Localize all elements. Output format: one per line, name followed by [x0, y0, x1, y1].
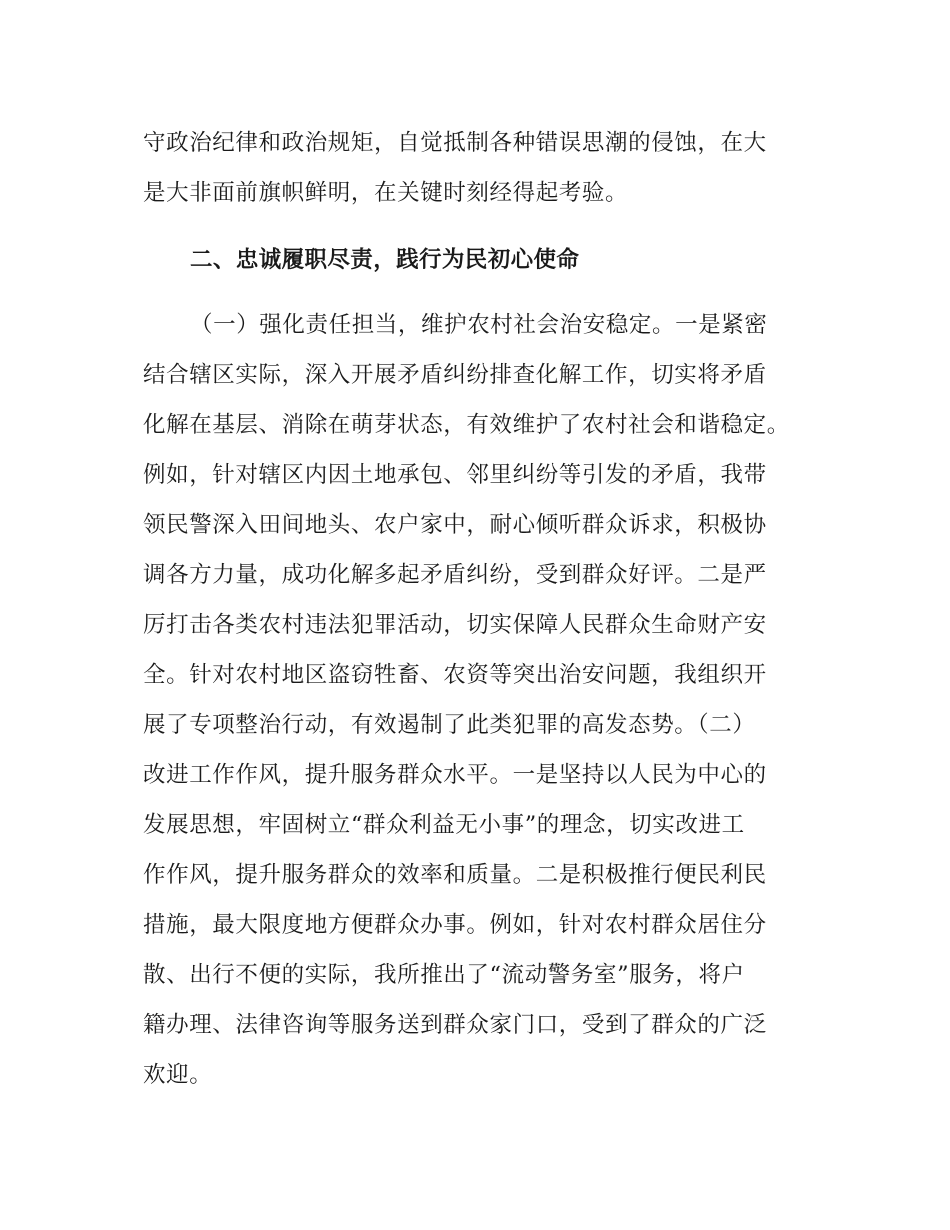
section-heading: 二、忠诚履职尽责，践行为民初心使命	[190, 247, 580, 273]
paragraph-line: 发展思想，牢固树立“群众利益无小事”的理念，切实改进工	[143, 812, 745, 838]
paragraph-line: （一）强化责任担当，维护农村社会治安稳定。一是紧密	[190, 312, 768, 338]
paragraph-line: 籍办理、法律咨询等服务送到群众家门口，受到了群众的广泛	[143, 1012, 767, 1038]
paragraph-line: 是大非面前旗帜鲜明，在关键时刻经得起考验。	[143, 180, 629, 206]
paragraph-line: 调各方力量，成功化解多起矛盾纠纷，受到群众好评。二是严	[143, 562, 767, 588]
paragraph-line: 作作风，提升服务群众的效率和质量。二是积极推行便民利民	[143, 862, 767, 888]
paragraph-line: 化解在基层、消除在萌芽状态，有效维护了农村社会和谐稳定。	[143, 412, 790, 438]
paragraph-line: 欢迎。	[143, 1062, 213, 1088]
paragraph-line: 厉打击各类农村违法犯罪活动，切实保障人民群众生命财产安	[143, 612, 767, 638]
paragraph-line: 领民警深入田间地头、农户家中，耐心倾听群众诉求，积极协	[143, 512, 767, 538]
paragraph-line: 守政治纪律和政治规矩，自觉抵制各种错误思潮的侵蚀，在大	[143, 130, 767, 156]
paragraph-line: 全。针对农村地区盗窃牲畜、农资等突出治安问题，我组织开	[143, 662, 767, 688]
paragraph-line: 展了专项整治行动，有效遏制了此类犯罪的高发态势。（二）	[143, 712, 756, 738]
paragraph-line: 例如，针对辖区内因土地承包、邻里纠纷等引发的矛盾，我带	[143, 462, 767, 488]
paragraph-line: 措施，最大限度地方便群众办事。例如，针对农村群众居住分	[143, 912, 767, 938]
paragraph-line: 结合辖区实际，深入开展矛盾纠纷排查化解工作，切实将矛盾	[143, 362, 767, 388]
paragraph-line: 改进工作作风，提升服务群众水平。一是坚持以人民为中心的	[143, 762, 767, 788]
paragraph-line: 散、出行不便的实际，我所推出了“流动警务室”服务，将户	[143, 962, 745, 988]
